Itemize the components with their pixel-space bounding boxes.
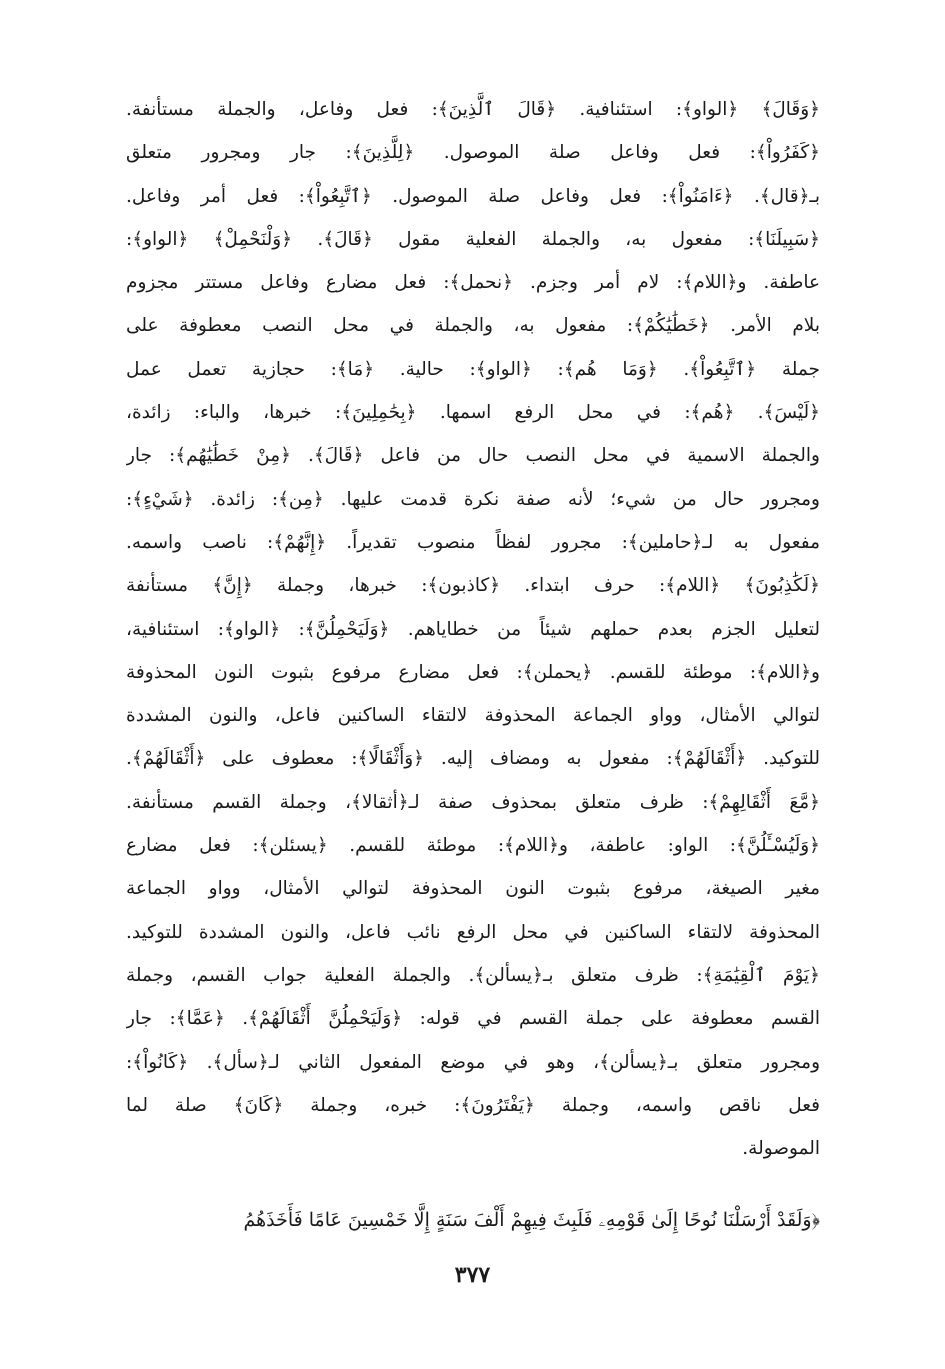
grammar-analysis-text bbox=[126, 88, 820, 1170]
text-line: ﴿كَفَرُواْ﴾: فعل وفاعل صلة الموصول. ﴿لِلَّذِينَ﴾: جار ومجرور متعلق bbox=[126, 142, 820, 164]
text-line: المحذوفة لالتقاء الساكنين في محل الرفع نائب فاعل، والنون المشددة للتوكيد. bbox=[126, 921, 820, 943]
text-line: ﴿يَوْمَ ٱلْقِيَٰمَةِ﴾: ظرف متعلق بـ﴿يسألن﴾. والجملة الفعلية جواب القسم، وجملة bbox=[126, 964, 820, 986]
page-number: ٣٧٧ bbox=[454, 1262, 491, 1288]
text-line: ﴿مَّعَ أَثْقَالِهِمْ﴾: ظرف متعلق بمحذوف صفة لـ﴿أثقالا﴾، وجملة القسم مستأنفة. bbox=[126, 791, 820, 813]
text-line: مفعول به لـ﴿حاملين﴾: مجرور لفظاً منصوب تقديراً. ﴿إِنَّهُمْ﴾: ناصب واسمه. bbox=[126, 531, 820, 553]
text-line: والجملة الاسمية في محل النصب حال من فاعل ﴿قَالَ﴾. ﴿مِنْ خَطَٰيَٰهُم﴾: جار bbox=[126, 445, 820, 467]
text-line: فعل ناقص واسمه، وجملة ﴿يَفْتَرُونَ﴾: خبره، وجملة ﴿كَانَ﴾ صلة لما bbox=[126, 1094, 820, 1116]
text-line: مغير الصيغة، مرفوع بثبوت النون المحذوفة لتوالي الأمثال، وواو الجماعة bbox=[126, 878, 820, 900]
text-line: ﴿وَلَيُسْـَٔلُنَّ﴾: الواو: عاطفة، و﴿اللام﴾: موطئة للقسم. ﴿يسئلن﴾: فعل مضارع bbox=[126, 835, 820, 857]
text-line: ﴿وَقَالَ﴾ ﴿الواو﴾: استئنافية. ﴿قَالَ ٱلَّذِينَ﴾: فعل وفاعل، والجملة مستأنفة. bbox=[126, 99, 820, 120]
text-line: لتعليل الجزم بعدم حملهم شيئاً من خطاياهم. ﴿وَلَيَحْمِلُنَّ﴾: ﴿الواو﴾: استئنافية، bbox=[126, 618, 820, 640]
text-line: القسم معطوفة على جملة القسم في قوله: ﴿وَلَيَحْمِلُنَّ أَثْقَالَهُمْ﴾. ﴿عَمَّا﴾: جار bbox=[126, 1008, 820, 1030]
text-line: لتوالي الأمثال، وواو الجماعة المحذوفة لالتقاء الساكنين فاعل، والنون المشددة bbox=[126, 705, 820, 727]
text-line: ﴿سَبِيلَنَا﴾: مفعول به، والجملة الفعلية مقول ﴿قَالَ﴾. ﴿وَلْنَحْمِلْ﴾ ﴿الواو﴾: bbox=[126, 228, 820, 250]
text-line: بـ﴿قال﴾. ﴿ءَامَنُواْ﴾: فعل وفاعل صلة الموصول. ﴿ٱتَّبِعُواْ﴾: فعل أمر وفاعل. bbox=[126, 185, 820, 207]
text-line: و﴿اللام﴾: موطئة للقسم. ﴿يحملن﴾: فعل مضارع مرفوع بثبوت النون المحذوفة bbox=[126, 661, 820, 683]
text-line: جملة ﴿ٱتَّبِعُواْ﴾. ﴿وَمَا هُم﴾: ﴿الواو﴾: حالية. ﴿مَا﴾: حجازية تعمل عمل bbox=[126, 358, 820, 380]
text-line: ومجرور متعلق بـ﴿يسألن﴾، وهو في موضع المفعول الثاني لـ﴿سأل﴾. ﴿كَانُواْ﴾: bbox=[126, 1051, 820, 1073]
text-line: ﴿لَيْسَ﴾. ﴿هُم﴾: في محل الرفع اسمها. ﴿بِحَٰمِلِينَ﴾: خبرها، والباء: زائدة، bbox=[126, 402, 820, 424]
text-line: ﴿لَكَٰذِبُونَ﴾ ﴿اللام﴾: حرف ابتداء. ﴿كاذبون﴾: خبرها، وجملة ﴿إِنَّ﴾ مستأنفة bbox=[126, 575, 820, 597]
quran-verse-line: ﴿وَلَقَدْ أَرْسَلْنَا نُوحًا إِلَىٰ قَوْمِهِۦ فَلَبِثَ فِيهِمْ أَلْفَ سَنَةٍ إِلَّا خَمْسِينَ عَامًا فَأَخَذَهُمُ bbox=[243, 1209, 820, 1231]
text-line: للتوكيد. ﴿أَثْقَالَهُمْ﴾: مفعول به ومضاف إليه. ﴿وَأَثْقَالًا﴾: معطوف على ﴿أَثْقَالَهُمْ﴾. bbox=[126, 748, 820, 770]
text-line: عاطفة. و﴿اللام﴾: لام أمر وجزم. ﴿نحمل﴾: فعل مضارع وفاعل مستتر مجزوم bbox=[126, 272, 820, 294]
text-line: بلام الأمر. ﴿خَطَٰيَٰكُمْ﴾: مفعول به، والجملة في محل النصب معطوفة على bbox=[126, 315, 820, 337]
text-line: ومجرور حال من شيء؛ لأنه صفة نكرة قدمت عليها. ﴿مِن﴾: زائدة. ﴿شَيْءٍ﴾: bbox=[126, 488, 820, 510]
text-line: الموصولة. bbox=[742, 1138, 820, 1160]
